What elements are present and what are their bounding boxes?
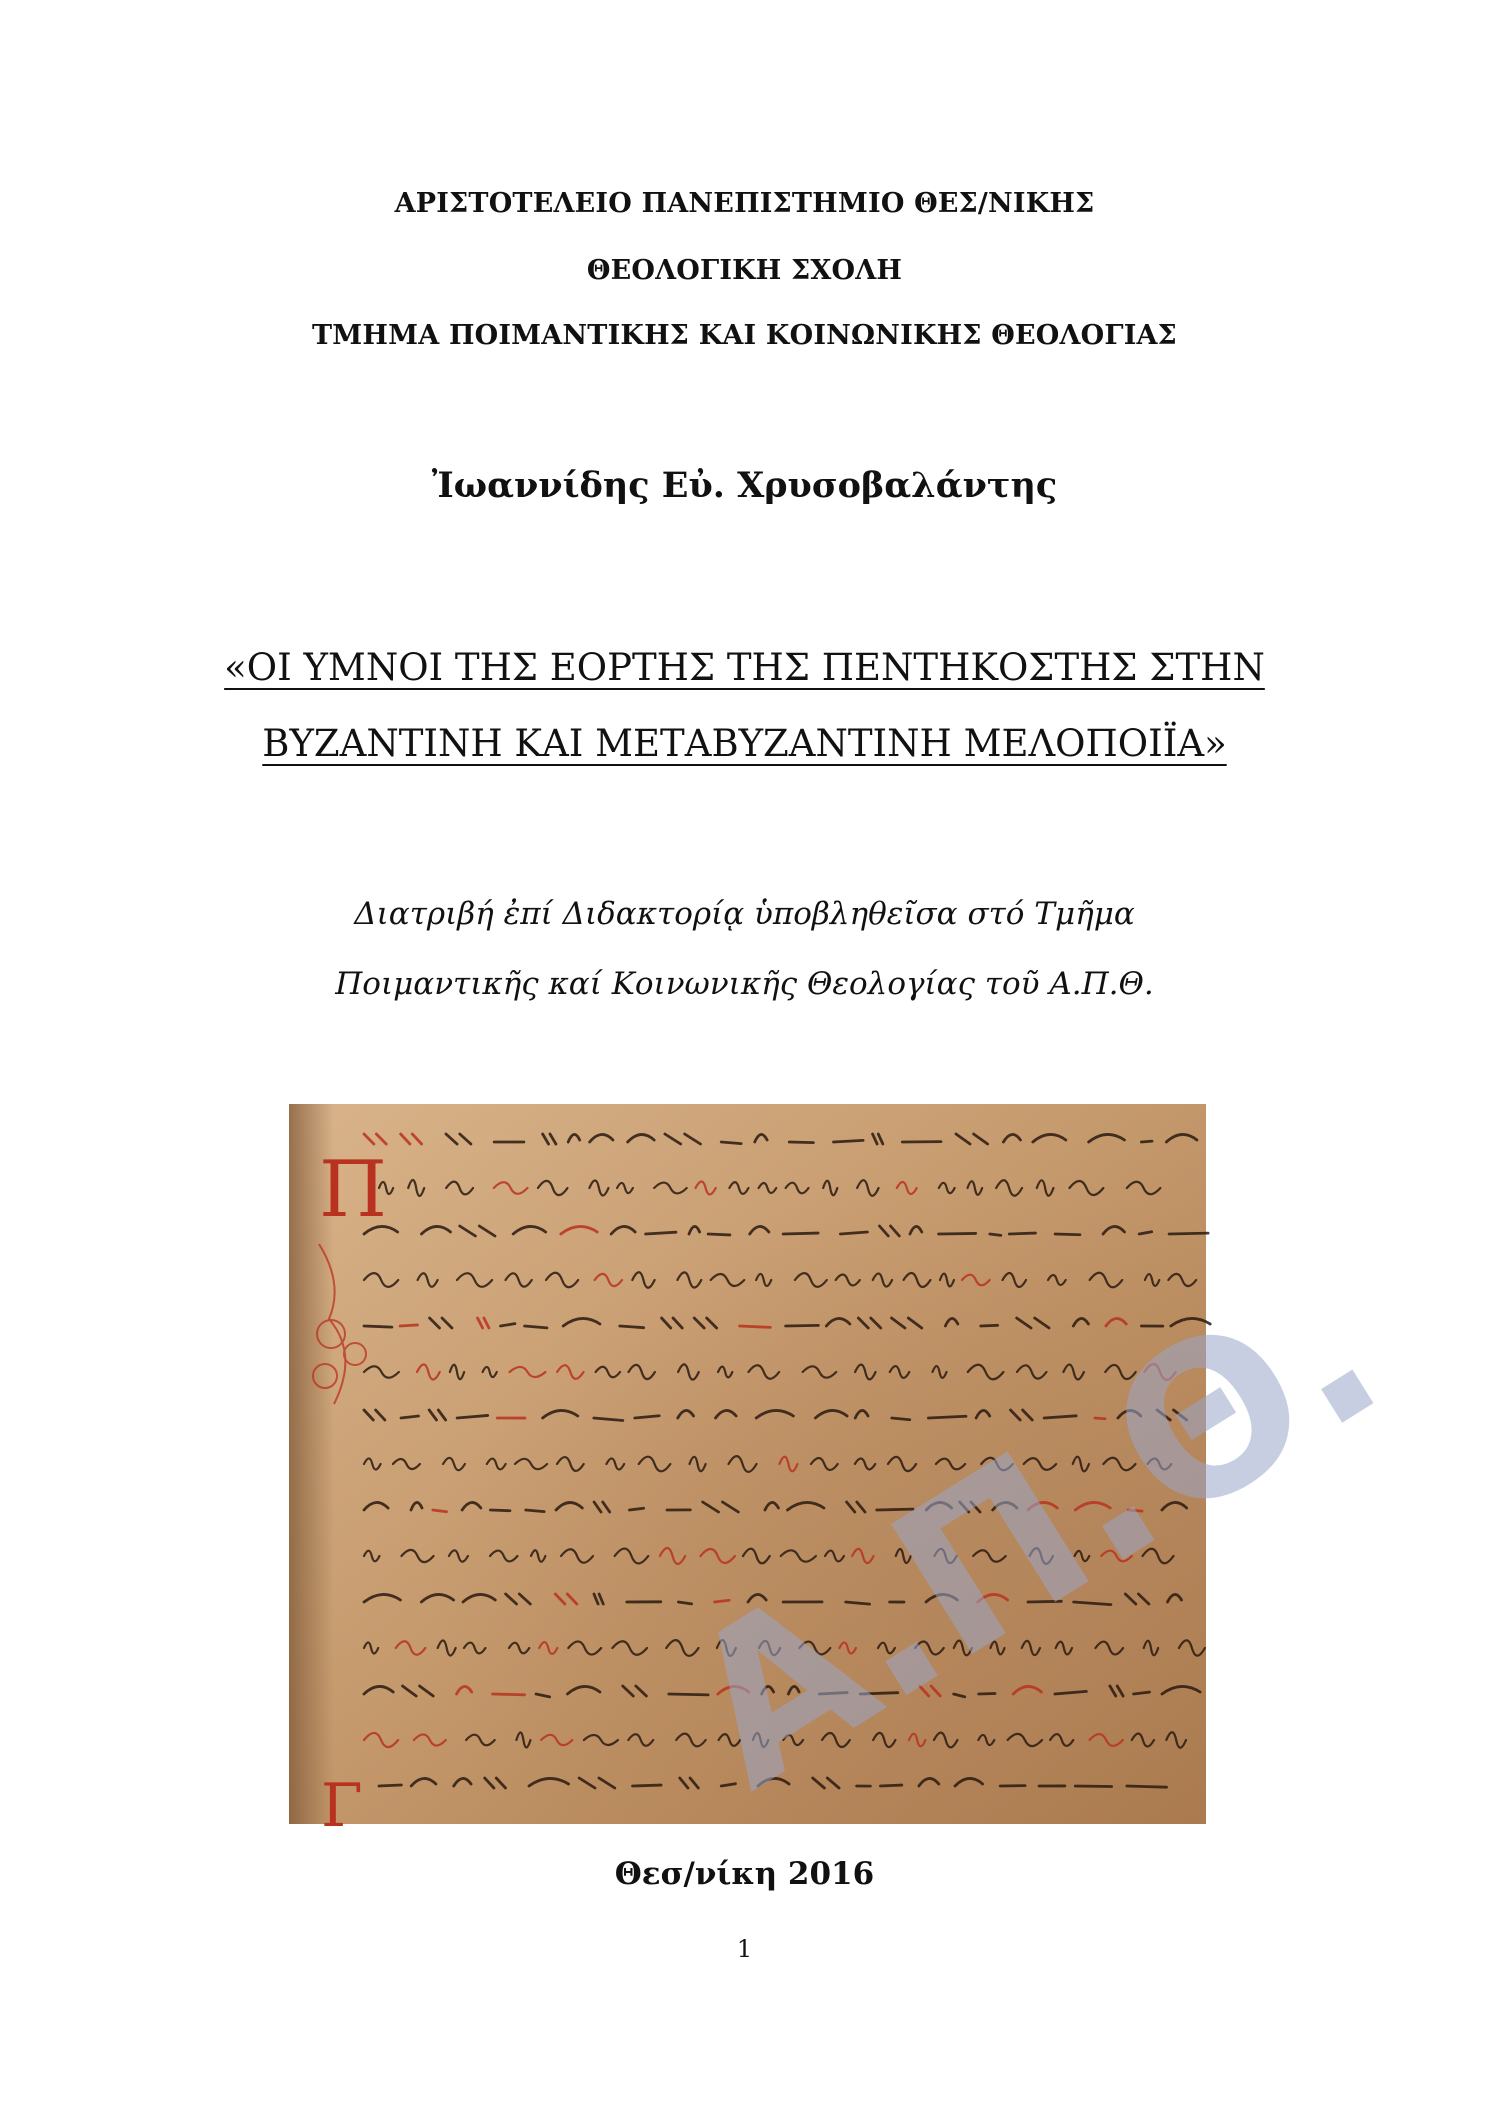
manuscript-stroke — [526, 1510, 544, 1512]
manuscript-stroke — [1009, 1233, 1035, 1234]
manuscript-stroke — [721, 1142, 741, 1144]
manuscript-stroke — [708, 1234, 730, 1235]
page-number: 1 — [736, 1935, 753, 1963]
manuscript-stroke — [379, 1785, 401, 1786]
subtitle-line-1: Διατριβή ἐπί Διδακτορίᾳ ὑποβληθεῖσα στό Τμῆμα — [354, 896, 1135, 932]
university-name: ΑΡΙΣΤΟΤΕΛΕΙΟ ΠΑΝΕΠΙΣΤΗΜΙΟ ΘΕΣ/ΝΙΚΗΣ — [394, 188, 1095, 219]
manuscript-stroke — [364, 1326, 392, 1327]
manuscript-stroke — [928, 1416, 966, 1418]
manuscript-stroke — [1141, 1141, 1152, 1142]
subtitle-line-2: Ποιμαντικῆς καί Κοινωνικῆς Θεολογίας τοῦ Α.Π.Θ. — [335, 966, 1154, 1002]
manuscript-stroke — [981, 1325, 998, 1326]
manuscript-stroke — [490, 1510, 510, 1511]
manuscript-stroke — [789, 1142, 813, 1143]
manuscript-stroke — [525, 1326, 547, 1328]
manuscript-stroke — [783, 1233, 818, 1234]
manuscript-stroke — [629, 1508, 643, 1510]
thesis-title-line-2: ΒΥΖΑΝΤΙΝΗ ΚΑΙ ΜΕΤΑΒΥΖΑΝΤΙΝΗ ΜΕΛΟΠΟΙΪΑ» — [262, 722, 1227, 765]
manuscript-stroke — [880, 1785, 901, 1786]
manuscript-stroke — [740, 1326, 771, 1327]
manuscript-stroke — [1134, 1692, 1150, 1694]
manuscript-stroke — [633, 1785, 661, 1786]
manuscript-stroke — [1055, 1234, 1080, 1235]
manuscript-image — [289, 1104, 1419, 1841]
manuscript-red-initial-bottom: Γ — [321, 1771, 363, 1841]
place-date: Θεσ/νίκη 2016 — [614, 1856, 875, 1892]
manuscript-stroke — [786, 1325, 819, 1326]
manuscript-red-initial: Π — [319, 1145, 388, 1235]
manuscript-stroke — [620, 1326, 644, 1328]
watermark-text: Α.Π.Θ. — [647, 1226, 1419, 1835]
manuscript-stroke — [892, 1418, 910, 1420]
department-name: ΤΜΗΜΑ ΠΟΙΜΑΝΤΙΚΗΣ ΚΑΙ ΚΟΙΝΩΝΙΚΗΣ ΘΕΟΛΟΓΙΑΣ — [312, 320, 1177, 351]
manuscript-stroke — [433, 1510, 447, 1512]
manuscript-stroke — [939, 1233, 976, 1234]
author-name: Ἰωαννίδης Εὐ. Χρυσοβαλάντης — [431, 465, 1058, 506]
manuscript-stroke — [646, 1232, 676, 1234]
school-name: ΘΕΟΛΟΓΙΚΗ ΣΧΟΛΗ — [586, 255, 903, 286]
manuscript-stroke — [990, 1234, 1001, 1235]
manuscript-stroke — [1075, 1786, 1111, 1787]
manuscript-stroke — [1169, 1233, 1208, 1234]
manuscript-stroke — [401, 1416, 419, 1418]
manuscript-stroke — [400, 1325, 417, 1326]
thesis-title-line-1: «ΟΙ ΥΜΝΟΙ ΤΗΣ ΕΟΡΤΗΣ ΤΗΣ ΠΕΝΤΗΚΟΣΤΗΣ ΣΤΗΝ — [224, 646, 1265, 689]
manuscript-stroke — [492, 1694, 524, 1695]
manuscript-stroke — [1127, 1786, 1167, 1787]
manuscript-stroke — [834, 1140, 864, 1142]
